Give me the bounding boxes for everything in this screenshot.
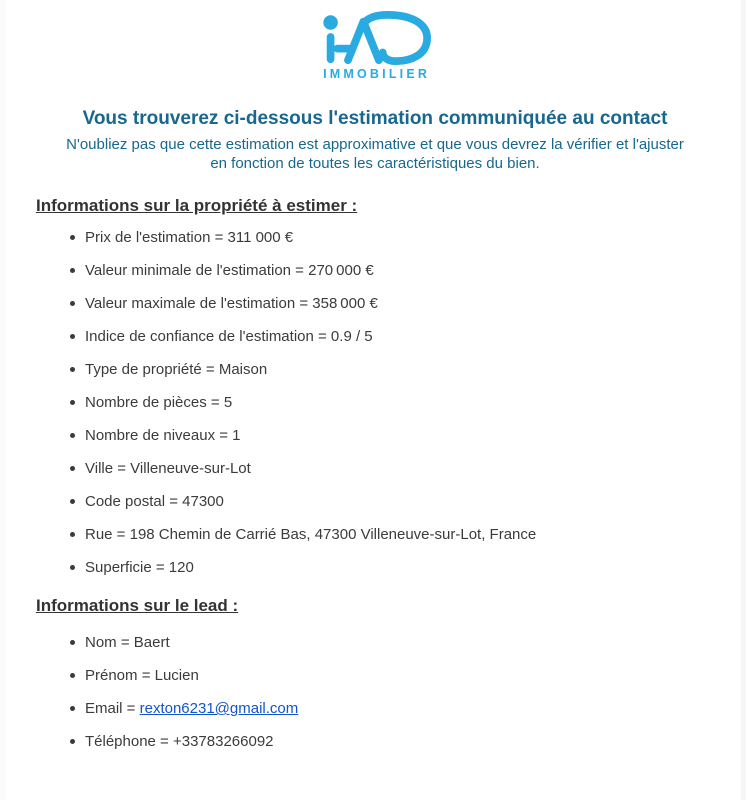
list-item: Prix de l'estimation = 311 000 € <box>85 228 714 247</box>
intro-subtitle-line2: en fonction de toutes les caractéristiques du bien. <box>210 155 540 172</box>
list-item: Valeur maximale de l'estimation = 358 000 € <box>85 294 714 313</box>
property-list <box>36 228 714 577</box>
iad-logo-icon <box>314 10 436 66</box>
property-section <box>36 195 714 577</box>
list-item: Email = rexton6231@gmail.com <box>85 699 714 718</box>
page-edge-right <box>741 0 746 800</box>
list-item: Téléphone = +33783266092 <box>85 732 714 751</box>
page-edge-left <box>0 0 5 800</box>
list-item: Nombre de pièces = 5 <box>85 393 714 412</box>
intro-title: Vous trouverez ci-dessous l'estimation communiquée au contact <box>82 108 668 129</box>
list-item: Code postal = 47300 <box>85 492 714 511</box>
list-item: Rue = 198 Chemin de Carrié Bas, 47300 Villeneuve-sur-Lot, France <box>85 525 714 544</box>
property-section-heading: Informations sur la propriété à estimer : <box>36 196 358 215</box>
list-item: Superficie = 120 <box>85 558 714 577</box>
intro-subtitle <box>36 135 714 173</box>
lead-section <box>36 595 714 751</box>
email-link[interactable]: rexton6231@gmail.com <box>139 700 299 717</box>
list-item: Type de propriété = Maison <box>85 360 714 379</box>
intro-subtitle-line1: N'oubliez pas que cette estimation est approximative et que vous devrez la vérifier et l'ajuster <box>66 136 684 153</box>
intro-section <box>36 107 714 173</box>
list-item: Ville = Villeneuve-sur-Lot <box>85 459 714 478</box>
list-item: Prénom = Lucien <box>85 666 714 685</box>
lead-list <box>36 633 714 751</box>
list-item: Indice de confiance de l'estimation = 0.9 / 5 <box>85 327 714 346</box>
list-item: Valeur minimale de l'estimation = 270 000 € <box>85 261 714 280</box>
list-item: Nom = Baert <box>85 633 714 652</box>
brand-wordmark: IMMOBILIER <box>323 67 431 81</box>
lead-section-heading: Informations sur le lead : <box>36 596 239 615</box>
list-item: Nombre de niveaux = 1 <box>85 426 714 445</box>
brand-logo <box>36 10 714 81</box>
